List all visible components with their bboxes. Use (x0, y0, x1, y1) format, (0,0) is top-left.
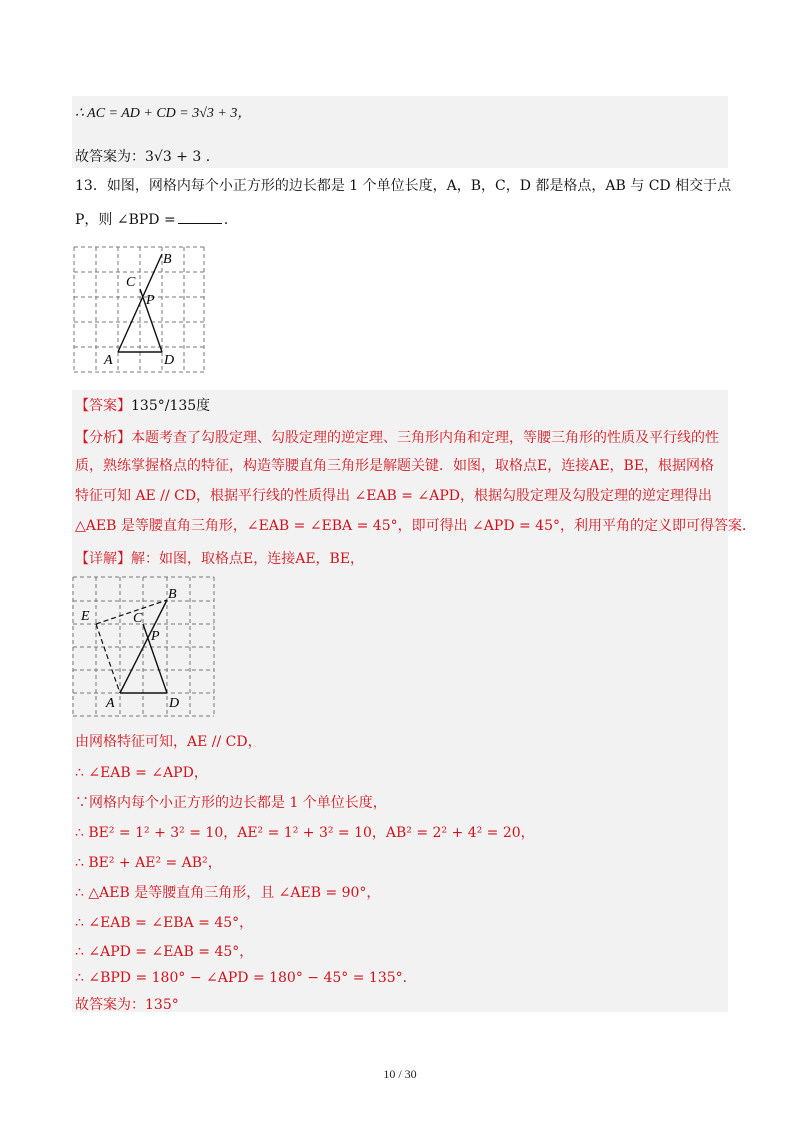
label-D: D (169, 696, 180, 711)
top-line-2: 故答案为：3√3 + 3 . (75, 149, 211, 165)
label-B: B (168, 587, 177, 602)
label-A: A (104, 353, 113, 368)
solution-step-10: 故答案为：135° (75, 997, 179, 1013)
segment-EA (96, 624, 120, 693)
geometry-figure-2 (72, 576, 216, 718)
answer-value: 135°/135度 (131, 398, 211, 414)
detail-intro: 【详解】解：如图，取格点E，连接AE，BE， (75, 551, 365, 567)
answer-blank (178, 211, 222, 224)
label-C: C (126, 275, 136, 290)
grid-lines (74, 247, 204, 372)
geometry-figure-1 (73, 246, 205, 374)
solution-step-3: ∵网格内每个小正方形的边长都是 1 个单位长度， (75, 795, 387, 811)
solution-step-2: ∴ ∠EAB = ∠APD， (75, 765, 208, 781)
label-P: P (146, 293, 155, 308)
question-line-2: P，则 ∠BPD = . (75, 212, 229, 228)
answer-line (75, 396, 210, 416)
analysis-line-1: 【分析】本题考查了勾股定理、勾股定理的逆定理、三角形内角和定理，等腰三角形的性质及平行线的性 (75, 430, 719, 446)
label-B: B (163, 252, 172, 267)
solution-step-8: ∴ ∠APD = ∠EAB = 45°， (75, 944, 254, 960)
question-line-1: 13．如图，网格内每个小正方形的边长都是 1 个单位长度，A，B，C，D 都是格点，AB 与 CD 相交于点 (75, 178, 732, 194)
analysis-line-4: △AEB 是等腰直角三角形，∠EAB = ∠EBA = 45°，即可得出 ∠APD = 45°，利用平角的定义即可得答案． (75, 518, 756, 534)
answer-tag: 【答案】 (75, 398, 131, 414)
analysis-line-2: 质，熟练掌握格点的特征，构造等腰直角三角形是解题关键．如图，取格点E，连接AE，BE，根据网格 (75, 458, 715, 474)
solution-step-5: ∴ BE² + AE² = AB²， (75, 855, 222, 871)
detail-tag: 【详解】 (75, 551, 131, 567)
label-A: A (106, 696, 115, 711)
label-E: E (81, 609, 90, 624)
page-number: 10 / 30 (383, 1067, 417, 1081)
label-P: P (151, 629, 160, 644)
analysis-line-3: 特征可知 AE // CD，根据平行线的性质得出 ∠EAB = ∠APD，根据勾股定理及勾股定理的逆定理得出 (75, 488, 712, 504)
analysis-tag: 【分析】 (75, 430, 131, 446)
label-C: C (133, 611, 143, 626)
solution-step-6: ∴ △AEB 是等腰直角三角形，且 ∠AEB = 90°， (75, 885, 381, 901)
solution-step-7: ∴ ∠EAB = ∠EBA = 45°， (75, 915, 254, 931)
top-line-1: ∴ AC = AD + CD = 3√3 + 3， (75, 106, 252, 121)
label-D: D (164, 353, 175, 368)
solution-step-1: 由网格特征可知，AE // CD， (75, 734, 262, 750)
solution-step-4: ∴ BE² = 1² + 3² = 10，AE² = 1² + 3² = 10，AB² = 2² + 4² = 20， (75, 825, 535, 841)
solution-step-9: ∴ ∠BPD = 180° − ∠APD = 180° − 45° = 135°． (75, 970, 417, 986)
